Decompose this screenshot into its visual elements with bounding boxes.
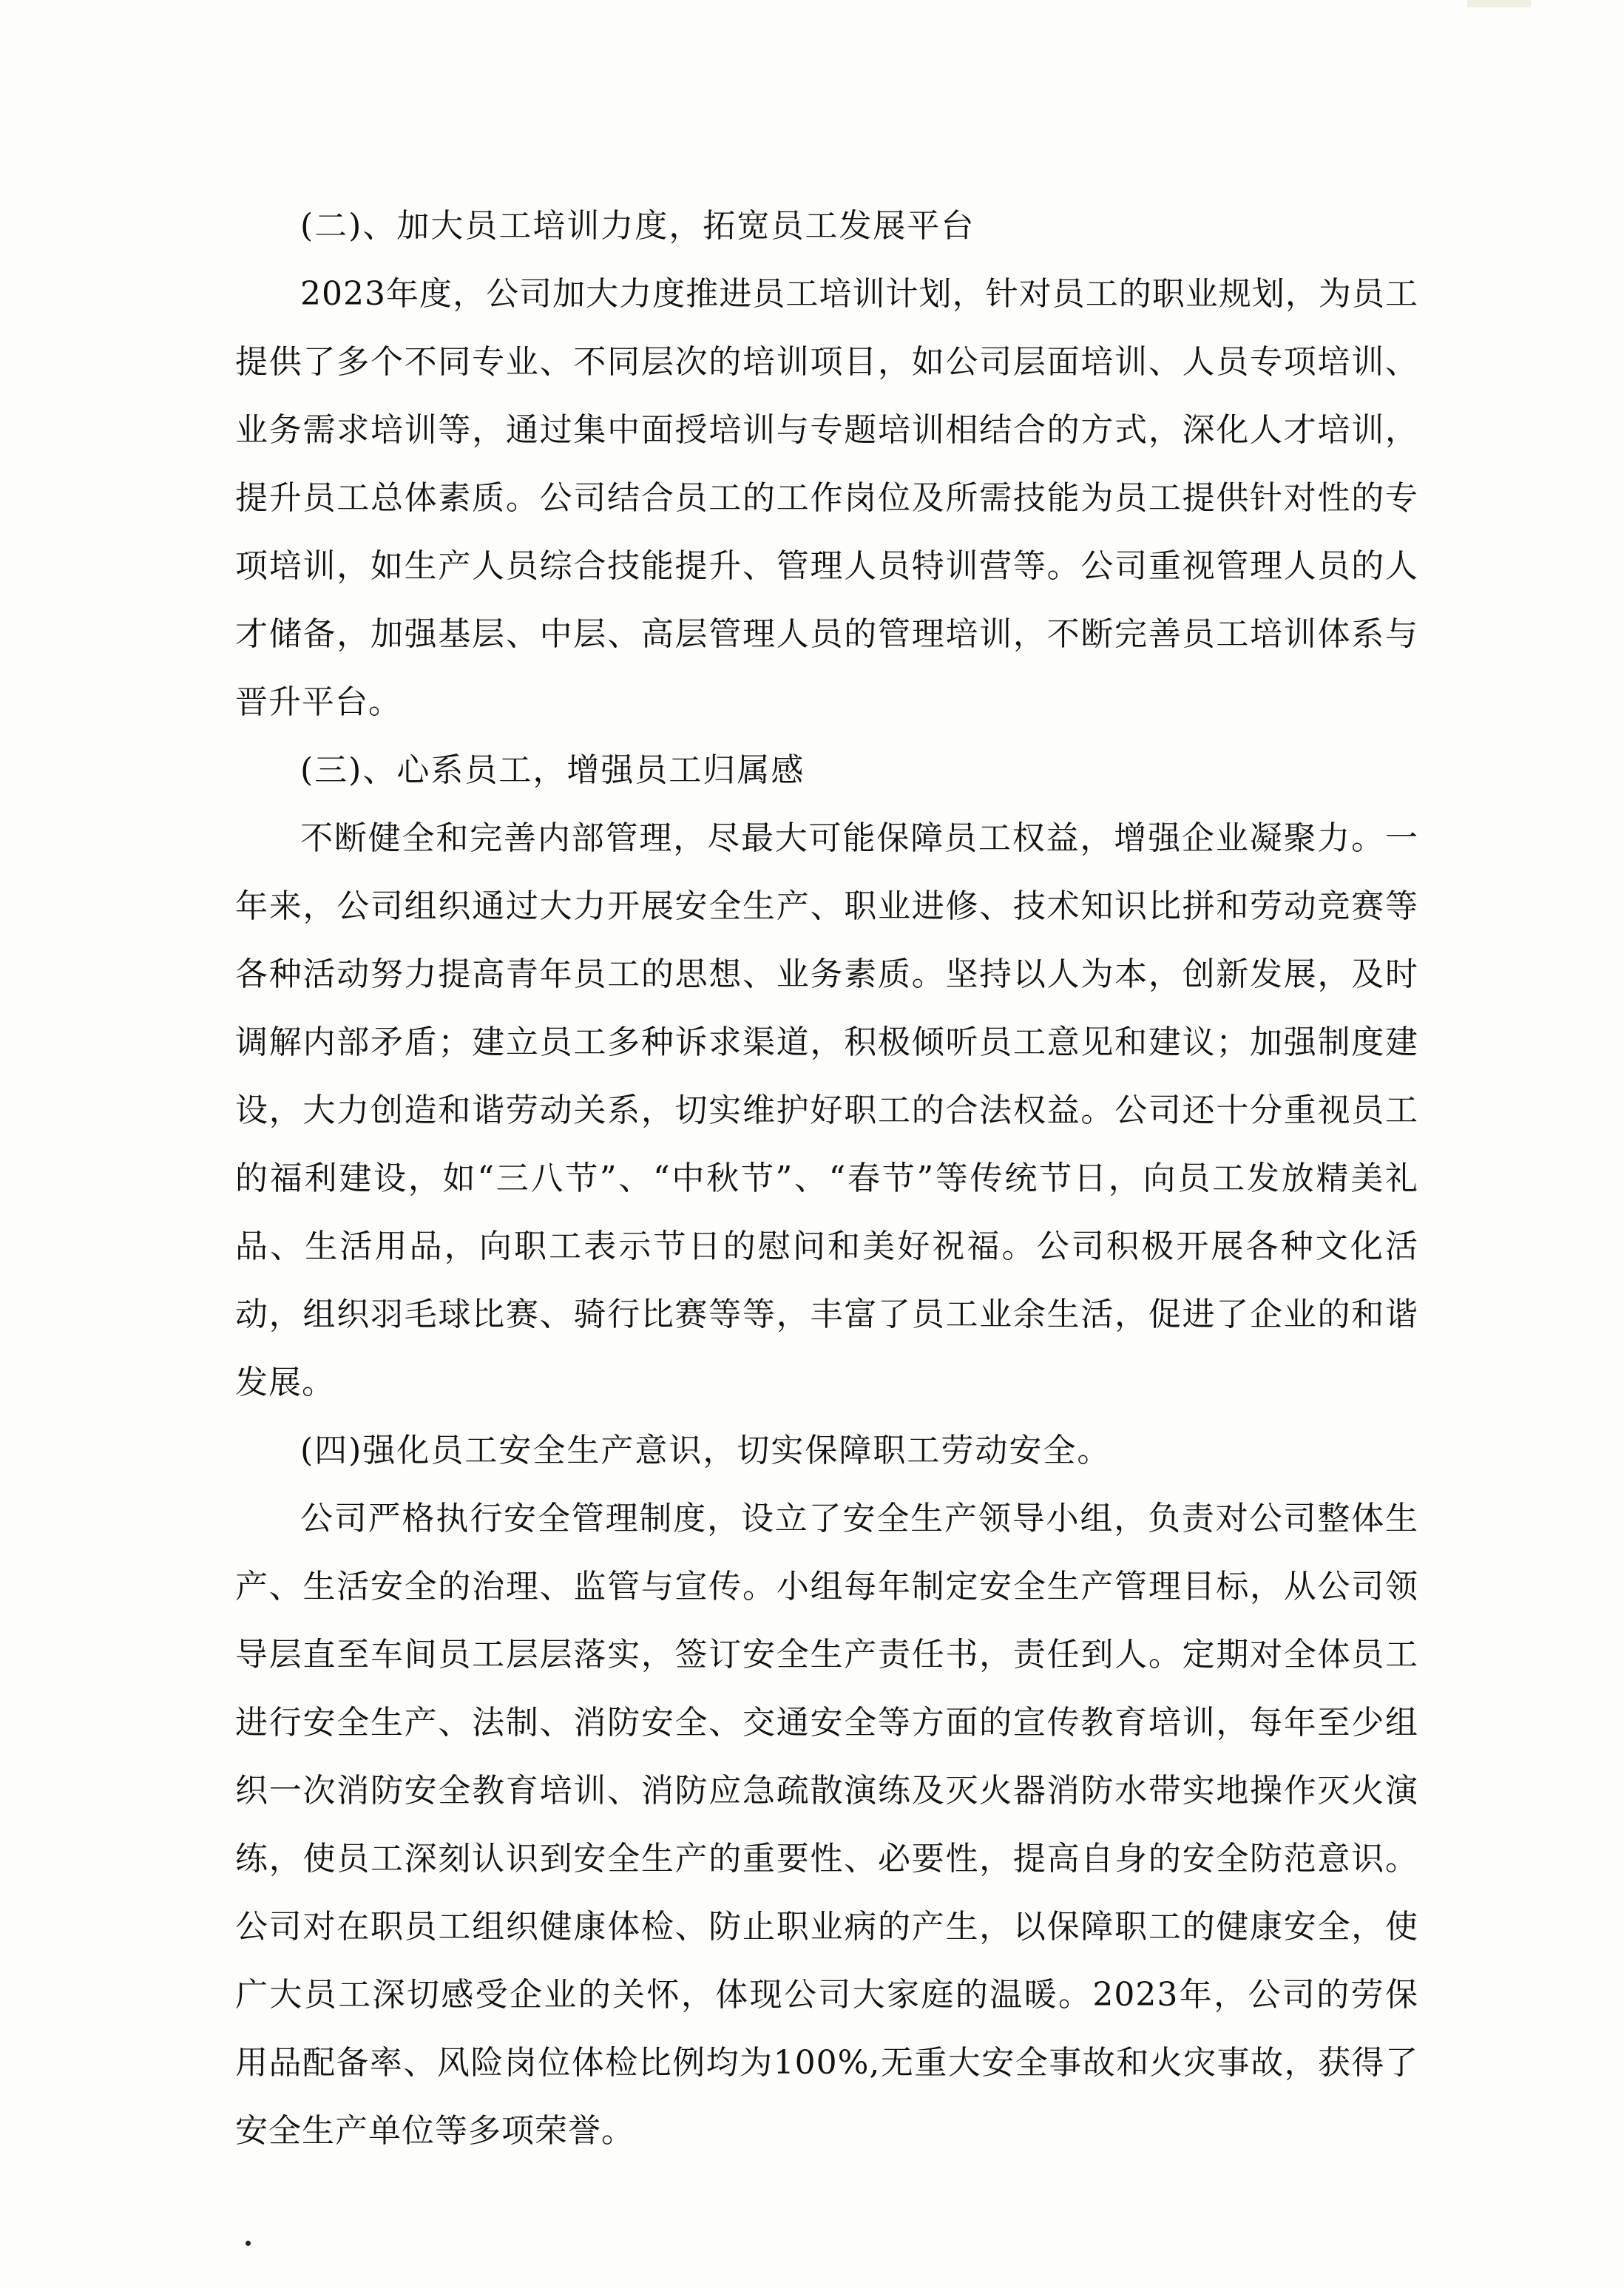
section-heading-3: (三)、心系员工，增强员工归属感 [300, 751, 805, 789]
document-body [235, 192, 1418, 2165]
section-paragraph-3: 不断健全和完善内部管理，尽最大可能保障员工权益，增强企业凝聚力。一年来，公司组织通过大力开展安全生产、职业进修、技术知识比拼和劳动竞赛等各种活动努力提高青年员工的思想、业务素质。坚持以人为本，创新发展，及时调解内部矛盾；建立员工多种诉求渠道，积极倾听员工意见和建议；加强制度建设，大力创造和谐劳动关系，切实维护好职工的合法权益。公司还十分重视员工的福利建设，如“三八节”、“中秋节”、“春节”等传统节日，向员工发放精美礼品、生活用品，向职工表示节日的慰问和美好祝福。公司积极开展各种文化活动，组织羽毛球比赛、骑行比赛等等，丰富了员工业余生活，促进了企业的和谐发展。 [235, 819, 1418, 1401]
footer-mark [246, 2241, 251, 2246]
section-paragraph-2: 2023年度，公司加大力度推进员工培训计划，针对员工的职业规划，为员工提供了多个不同专业、不同层次的培训项目，如公司层面培训、人员专项培训、业务需求培训等，通过集中面授培训与专题培训相结合的方式，深化人才培训，提升员工总体素质。公司结合员工的工作岗位及所需技能为员工提供针对性的专项培训，如生产人员综合技能提升、管理人员特训营等。公司重视管理人员的人才储备，加强基层、中层、高层管理人员的管理培训，不断完善员工培训体系与晋升平台。 [235, 275, 1418, 721]
section-paragraph-4: 公司严格执行安全管理制度，设立了安全生产领导小组，负责对公司整体生产、生活安全的治理、监管与宣传。小组每年制定安全生产管理目标，从公司领导层直至车间员工层层落实，签订安全生产责任书，责任到人。定期对全体员工进行安全生产、法制、消防安全、交通安全等方面的宣传教育培训，每年至少组织一次消防安全教育培训、消防应急疏散演练及灭火器消防水带实地操作灭火演练，使员工深刻认识到安全生产的重要性、必要性，提高自身的安全防范意识。公司对在职员工组织健康体检、防止职业病的产生，以保障职工的健康安全，使广大员工深切感受企业的关怀，体现公司大家庭的温暖。2023年，公司的劳保用品配备率、风险岗位体检比例均为100%,无重大安全事故和火灾事故，获得了安全生产单位等多项荣誉。 [235, 1500, 1418, 2150]
scan-mark [1467, 0, 1531, 7]
section-heading-4: (四)强化员工安全生产意识，切实保障职工劳动安全。 [300, 1432, 1112, 1469]
section-heading-2: (二)、加大员工培训力度，拓宽员工发展平台 [300, 207, 975, 245]
